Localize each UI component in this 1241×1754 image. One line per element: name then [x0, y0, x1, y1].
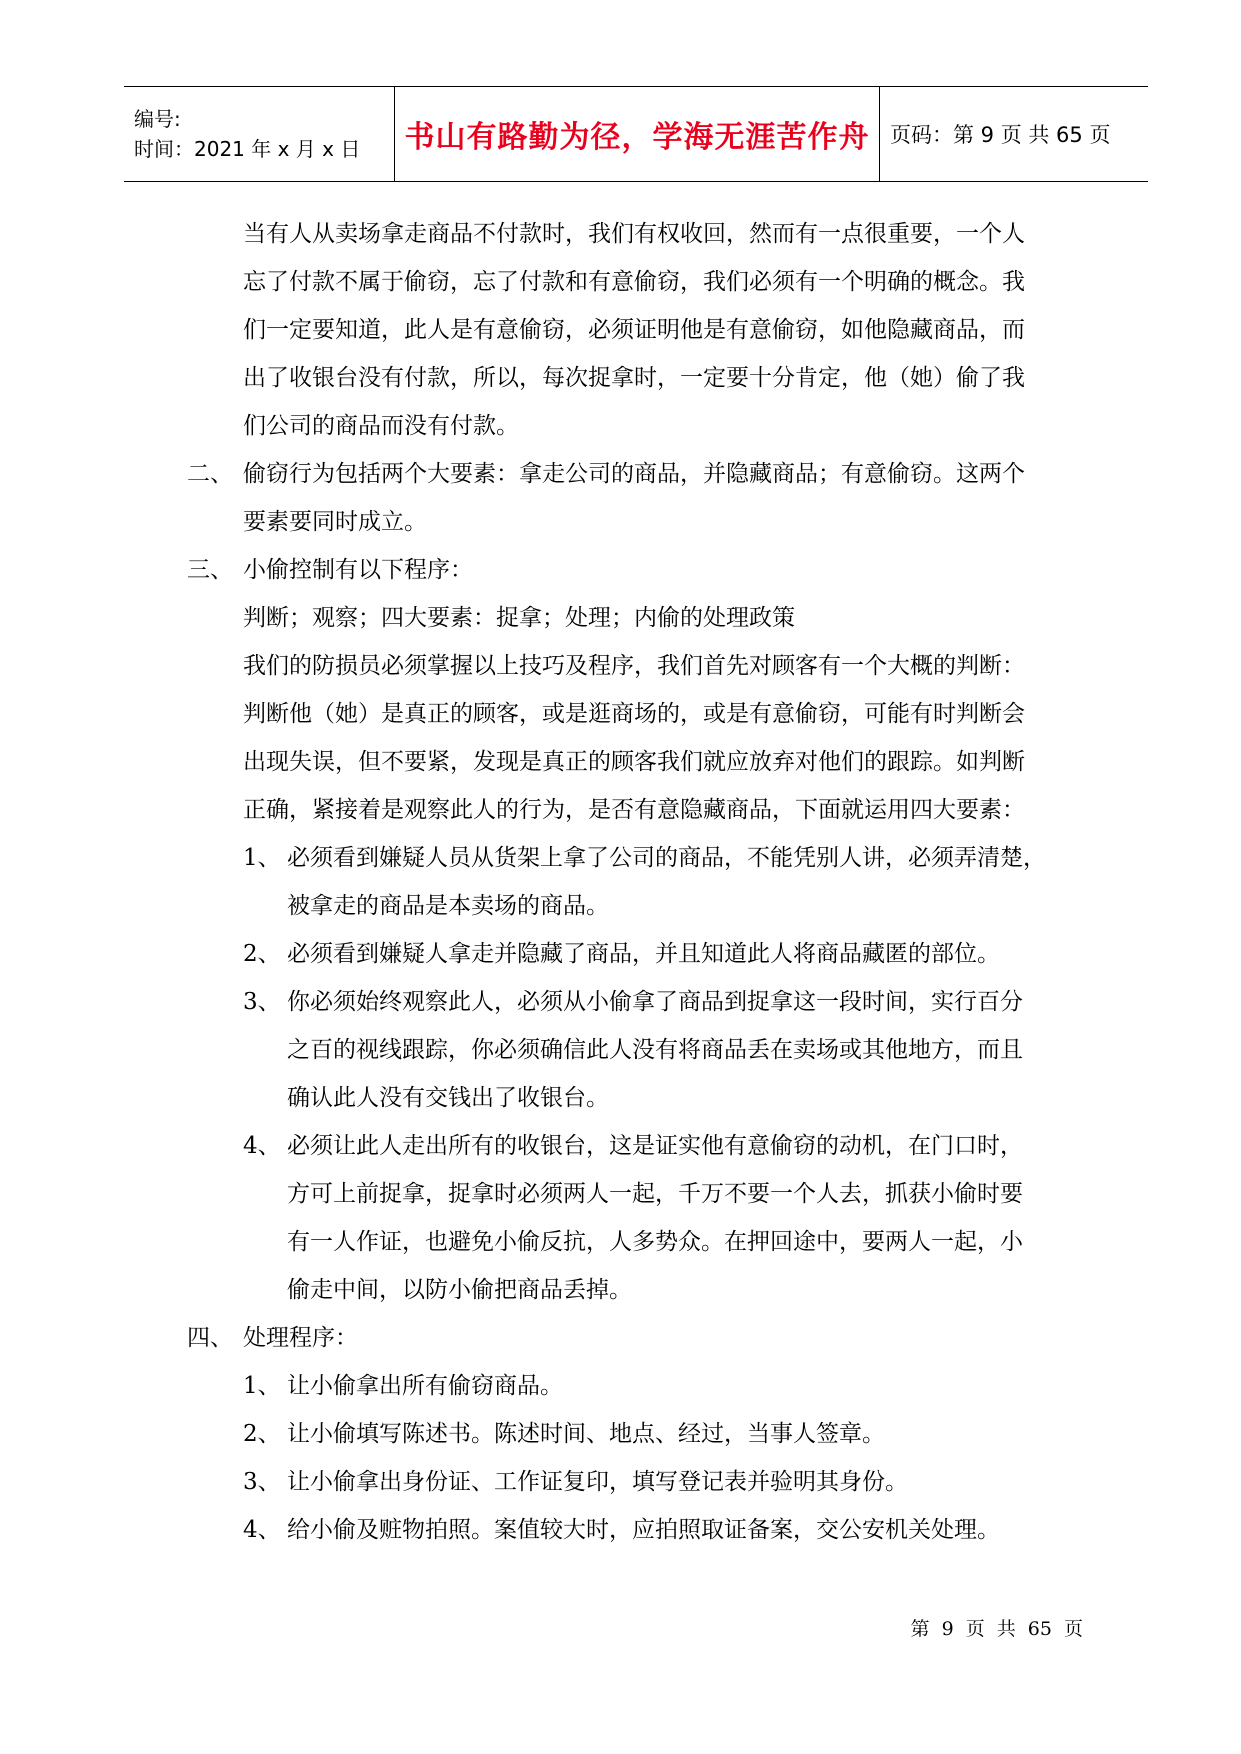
list-item [0, 1362, 1241, 1410]
paragraph-line: 给小偷及赃物拍照。案值较大时，应拍照取证备案，交公安机关处理。 [287, 1517, 1000, 1543]
section-title: 处理程序： [243, 1325, 358, 1351]
section-3-paragraph [0, 642, 1241, 834]
paragraph-line: 方可上前捉拿，捉拿时必须两人一起，千万不要一个人去，抓获小偷时要 [287, 1181, 1023, 1207]
section-3-heading [0, 546, 1241, 594]
paragraph-line: 判断；观察；四大要素：捉拿；处理；内偷的处理政策 [243, 605, 795, 631]
list-item [0, 1410, 1241, 1458]
document-time-label: 时间：2021 年 x 月 x 日 [134, 137, 361, 161]
list-marker: 4、 [243, 1517, 281, 1543]
paragraph-line: 必须看到嫌疑人员从货架上拿了公司的商品，不能凭别人讲，必须弄清楚， [287, 845, 1046, 871]
paragraph-line: 出现失误，但不要紧，发现是真正的顾客我们就应放弃对他们的跟踪。如判断 [243, 749, 1025, 775]
section-2 [0, 450, 1241, 546]
section-3-summary [0, 594, 1241, 642]
list-marker: 3、 [243, 1469, 281, 1495]
paragraph-line: 让小偷拿出身份证、工作证复印，填写登记表并验明其身份。 [287, 1469, 908, 1495]
list-marker: 3、 [243, 989, 281, 1015]
paragraph-line: 有一人作证，也避免小偷反抗，人多势众。在押回途中，要两人一起，小 [287, 1229, 1023, 1255]
header-page-label: 页码：第 9 页 共 65 页 [880, 87, 1149, 182]
intro-paragraph [0, 210, 1241, 450]
paragraph-line: 出了收银台没有付款，所以，每次捉拿时，一定要十分肯定，他（她）偷了我 [243, 365, 1025, 391]
paragraph-line: 们公司的商品而没有付款。 [243, 413, 519, 439]
section-4-heading [0, 1314, 1241, 1362]
list-item [0, 978, 1241, 1122]
paragraph-line: 被拿走的商品是本卖场的商品。 [287, 893, 609, 919]
paragraph-line: 正确，紧接着是观察此人的行为，是否有意隐藏商品，下面就运用四大要素： [243, 797, 1025, 823]
list-item [0, 1458, 1241, 1506]
document-header [124, 86, 1148, 182]
header-meta-cell [124, 87, 395, 182]
header-motto: 书山有路勤为径，学海无涯苦作舟 [395, 87, 880, 182]
paragraph-line: 们一定要知道，此人是有意偷窃，必须证明他是有意偷窃，如他隐藏商品，而 [243, 317, 1025, 343]
list-marker: 2、 [243, 1421, 281, 1447]
list-marker: 2、 [243, 941, 281, 967]
document-body [0, 210, 1241, 1554]
paragraph-line: 判断他（她）是真正的顾客，或是逛商场的，或是有意偷窃，可能有时判断会 [243, 701, 1025, 727]
section-marker: 四、 [187, 1325, 233, 1351]
list-marker: 1、 [243, 1373, 281, 1399]
paragraph-line: 之百的视线跟踪，你必须确信此人没有将商品丢在卖场或其他地方，而且 [287, 1037, 1023, 1063]
document-number-label: 编号: [134, 107, 181, 131]
paragraph-line: 确认此人没有交钱出了收银台。 [287, 1085, 609, 1111]
section-title: 小偷控制有以下程序： [243, 557, 473, 583]
paragraph-line: 让小偷填写陈述书。陈述时间、地点、经过，当事人签章。 [287, 1421, 885, 1447]
list-marker: 1、 [243, 845, 281, 871]
paragraph-line: 让小偷拿出所有偷窃商品。 [287, 1373, 563, 1399]
page-footer: 第 9 页 共 65 页 [910, 1618, 1083, 1640]
paragraph-line: 忘了付款不属于偷窃，忘了付款和有意偷窃，我们必须有一个明确的概念。我 [243, 269, 1025, 295]
section-marker: 三、 [187, 557, 233, 583]
list-item [0, 834, 1241, 930]
list-item [0, 1506, 1241, 1554]
list-item [0, 930, 1241, 978]
paragraph-line: 要素要同时成立。 [243, 509, 427, 535]
paragraph-line: 偷窃行为包括两个大要素：拿走公司的商品，并隐藏商品；有意偷窃。这两个 [243, 461, 1025, 487]
list-marker: 4、 [243, 1133, 281, 1159]
paragraph-line: 当有人从卖场拿走商品不付款时，我们有权收回，然而有一点很重要，一个人 [243, 221, 1025, 247]
paragraph-line: 必须看到嫌疑人拿走并隐藏了商品，并且知道此人将商品藏匿的部位。 [287, 941, 1000, 967]
paragraph-line: 偷走中间，以防小偷把商品丢掉。 [287, 1277, 632, 1303]
paragraph-line: 必须让此人走出所有的收银台，这是证实他有意偷窃的动机，在门口时， [287, 1133, 1023, 1159]
list-item [0, 1122, 1241, 1314]
paragraph-line: 你必须始终观察此人，必须从小偷拿了商品到捉拿这一段时间，实行百分 [287, 989, 1023, 1015]
section-marker: 二、 [187, 461, 233, 487]
paragraph-line: 我们的防损员必须掌握以上技巧及程序，我们首先对顾客有一个大概的判断： [243, 653, 1025, 679]
